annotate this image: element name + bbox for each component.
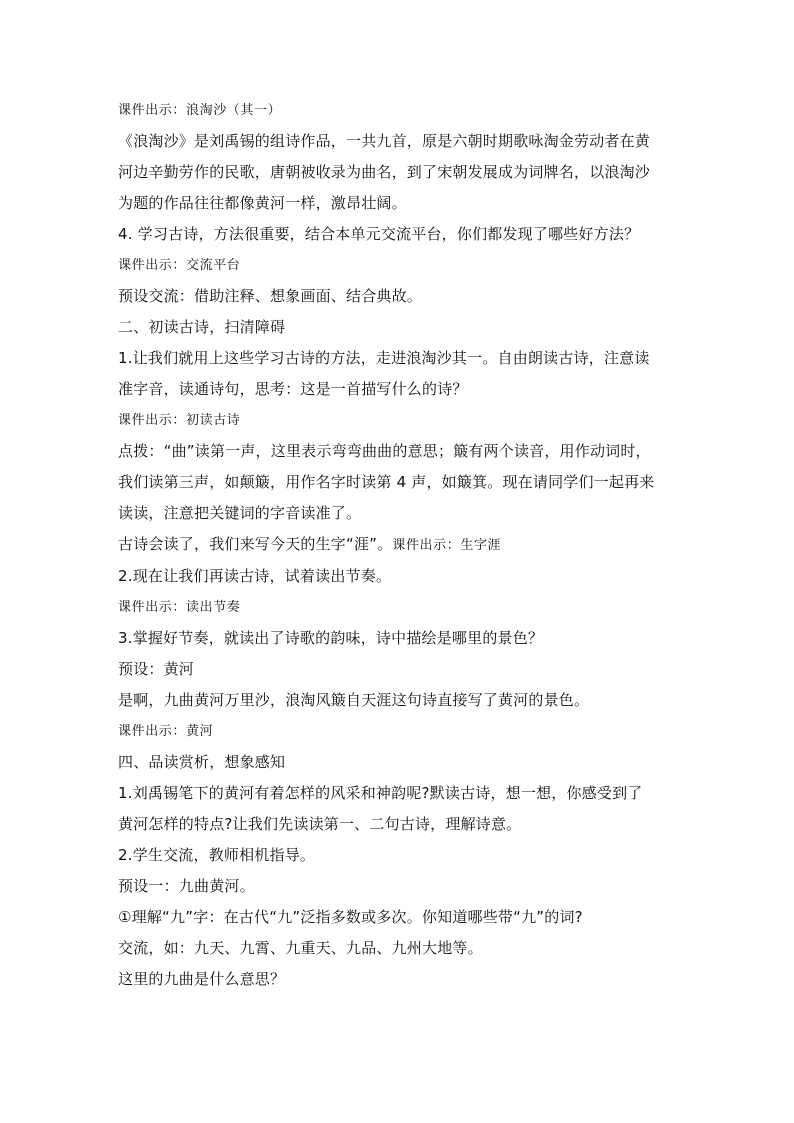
courseware-note: 课件出示：交流平台: [118, 258, 241, 273]
paragraph-line: 这里的九曲是什么意思？: [118, 970, 286, 988]
paragraph-line: 《浪淘沙》是刘禹锡的组诗作品，一共九首，原是六朝时期歌咏淘金劳动者在黄: [118, 132, 651, 150]
courseware-note: 课件出示：初读古诗: [118, 413, 241, 428]
paragraph-line: 黄河怎样的特点?让我们先读读第一、二句古诗，理解诗意。: [118, 815, 522, 833]
courseware-note: 课件出示：浪淘沙（其一）: [118, 103, 282, 118]
paragraph-line: 2.现在让我们再读古诗，试着读出节奏。: [118, 567, 392, 585]
paragraph-text: 古诗会读了，我们来写今天的生字“涯”。: [118, 535, 393, 553]
paragraph-line: 2.学生交流，教师相机指导。: [118, 846, 316, 864]
paragraph-line: 读读，注意把关键词的字音读准了。: [118, 504, 362, 522]
paragraph-line: 3.掌握好节奏，就读出了诗歌的韵味，诗中描绘是哪里的景色？: [118, 629, 544, 647]
document-body: [118, 95, 680, 995]
paragraph-line: 河边辛勤劳作的民歌，唐朝被收录为曲名，到了宋朝发展成为词牌名，以浪淘沙: [118, 163, 651, 181]
paragraph-line: 是啊，九曲黄河万里沙，浪淘风簸自天涯这句诗直接写了黄河的景色。: [118, 691, 590, 709]
paragraph-line: 预设：黄河: [118, 660, 195, 678]
paragraph-line: 1.让我们就用上这些学习古诗的方法，走进浪淘沙其一。自由朗读古诗，注意读: [118, 349, 650, 367]
paragraph-line: 准字音，读通诗句，思考：这是一首描写什么的诗？: [118, 380, 468, 398]
paragraph-line: 1.刘禹锡笔下的黄河有着怎样的风采和神韵呢?默读古诗，想一想，你感受到了: [118, 784, 643, 802]
section-heading: 二、初读古诗，扫清障碍: [118, 318, 286, 336]
courseware-note: 课件出示：黄河: [118, 724, 214, 739]
paragraph-line: 为题的作品往往都像黄河一样，激昂壮阔。: [118, 194, 407, 212]
courseware-note: 课件出示：生字涯: [392, 538, 502, 553]
paragraph-line: 预设一：九曲黄河。: [118, 877, 255, 895]
section-heading: 四、品读赏析，想象感知: [118, 753, 286, 771]
paragraph-line: 预设交流：借助注释、想象画面、结合典故。: [118, 287, 423, 305]
paragraph-line-with-note: [118, 529, 680, 561]
paragraph-line: 4. 学习古诗，方法很重要，结合本单元交流平台，你们都发现了哪些好方法？: [118, 225, 640, 243]
courseware-note: 课件出示：读出节奏: [118, 600, 241, 615]
paragraph-line: 交流，如：九天、九霄、九重天、九品、九州大地等。: [118, 939, 483, 957]
paragraph-line: 点拨：“曲”读第一声，这里表示弯弯曲曲的意思；簸有两个读音，用作动词时，: [118, 442, 651, 460]
paragraph-line: 我们读第三声，如颠簸，用作名字时读第 4 声，如簸箕。现在请同学们一起再来: [118, 473, 655, 491]
paragraph-line: ①理解“九”字：在古代“九”泛指多数或多次。你知道哪些带“九”的词?: [118, 908, 583, 926]
